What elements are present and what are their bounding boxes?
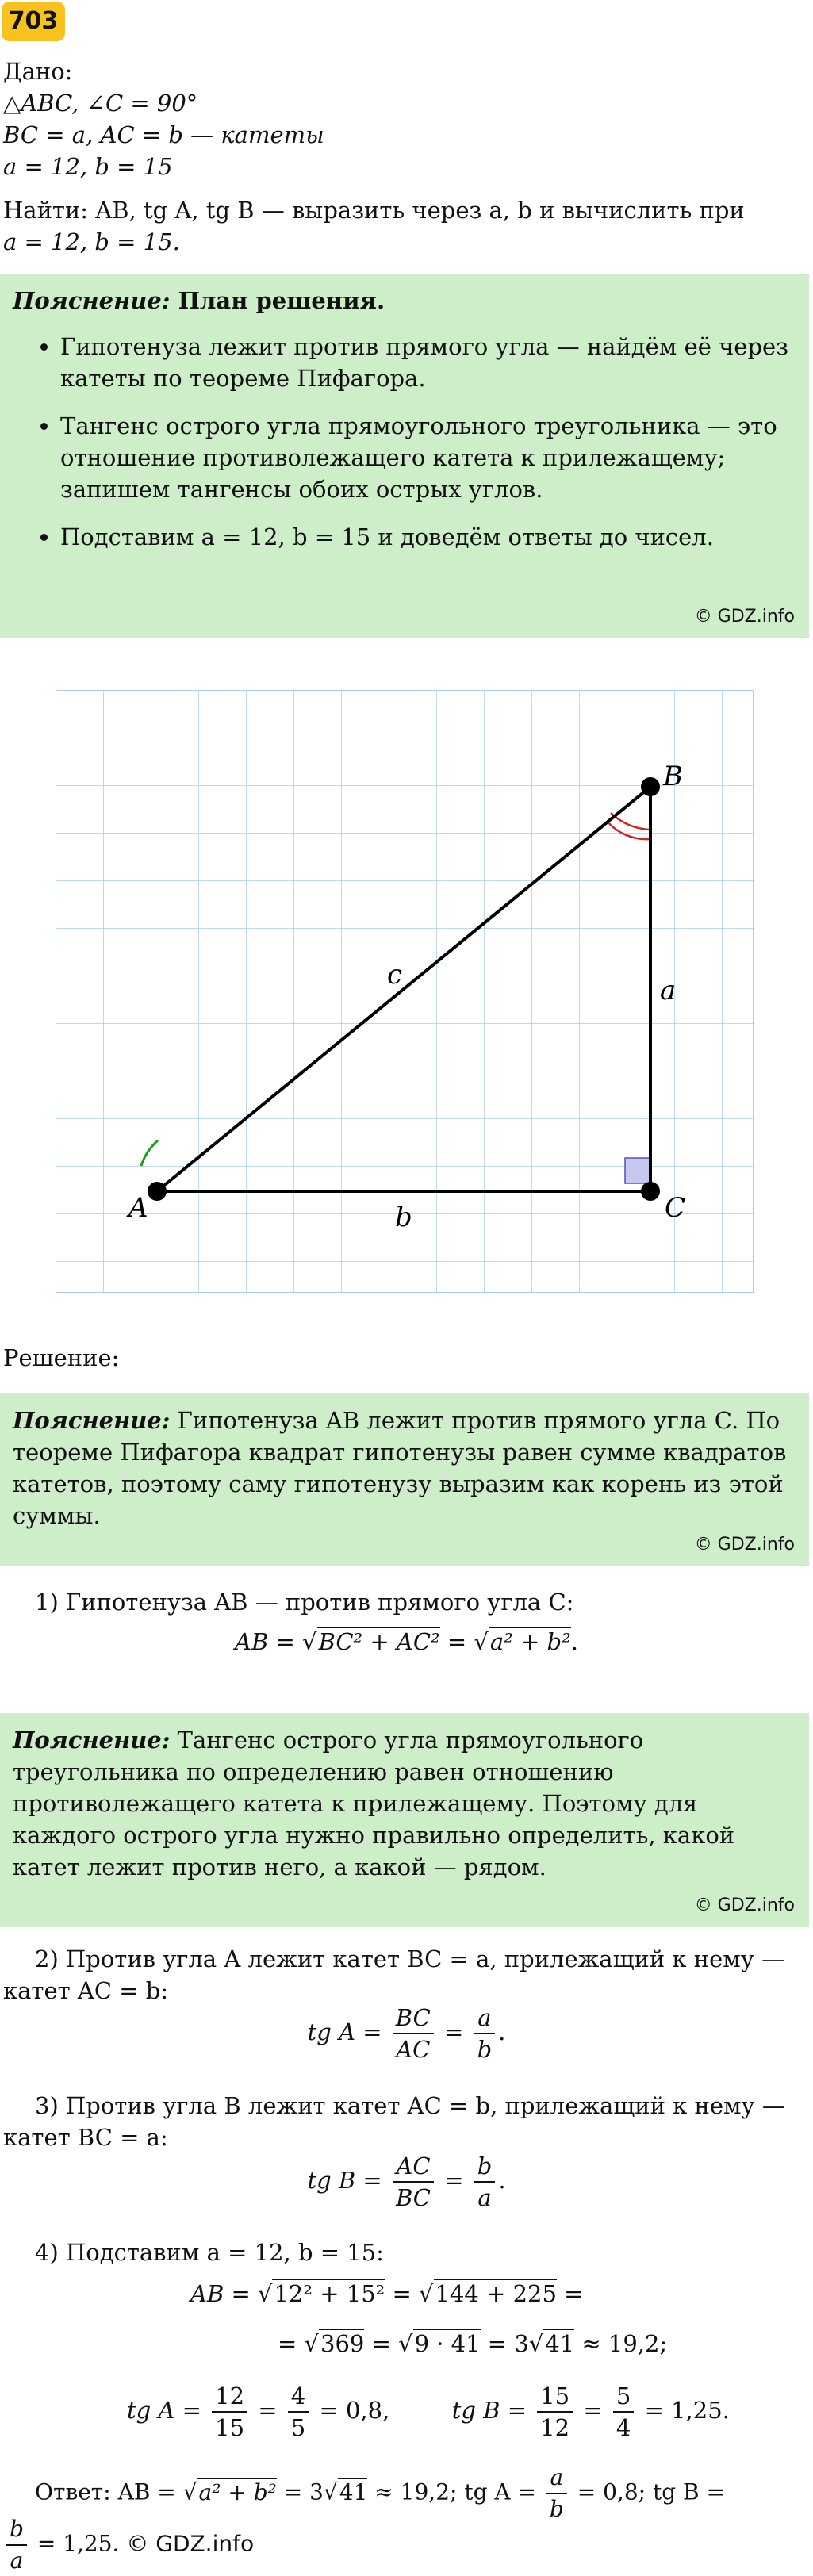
- formula-ab-lhs: AB =: [235, 1628, 303, 1655]
- step-1-formula: AB = √BC² + AC² = √a² + b².: [235, 1628, 578, 1655]
- plan-title-prefix: Пояснение:: [13, 287, 171, 314]
- frac-15-12: $\frac{15}{12}$: [537, 2381, 573, 2443]
- triangle-figure: [56, 690, 754, 1293]
- find-line-2: a = 12, b = 15.: [3, 228, 180, 255]
- task-number-badge: 703: [2, 2, 65, 41]
- plan-title-text: План решения.: [170, 287, 385, 314]
- label-b: b: [395, 1202, 412, 1233]
- step-4-tg-values: tg A = $\frac{12}{15}$ = $\frac{4}{5}$ = 0,8, tg B = $\frac{15}{12}$ = $\frac{5}{4}$ = 1,25.: [127, 2382, 730, 2441]
- frac-a-b: $\frac{a}{b}$: [474, 2003, 496, 2064]
- given-values: a = 12, b = 15: [3, 153, 173, 180]
- step-2-formula: tg A = $\frac{BC}{AC}$ = $\frac{a}{b}$ .: [307, 2004, 506, 2063]
- vertex-c: [641, 1182, 660, 1201]
- explanation-1-prefix: Пояснение:: [13, 1407, 171, 1434]
- plan-credit: © GDZ.info: [694, 607, 795, 627]
- given-triangle: △ABC, ∠C = 90°: [3, 90, 198, 117]
- label-a: a: [660, 975, 677, 1006]
- label-C: C: [665, 1192, 686, 1224]
- answer-line-2: $\frac{b}{a}$ = 1,25. © GDZ.info: [3, 2514, 254, 2576]
- frac-ac-bc: $\frac{AC}{BC}$: [393, 2151, 434, 2213]
- frac-b-a: $\frac{b}{a}$: [474, 2151, 496, 2213]
- explanation-1-text: Гипотенуза AB лежит против прямого угла C. По теореме Пифагора квадрат гипотенузы равен сумме квадратов катетов, поэтому саму гипотенузу выразим как корень из этой суммы.: [13, 1407, 787, 1529]
- formula-end: .: [570, 1628, 578, 1655]
- tg-b-lhs: tg B =: [307, 2167, 382, 2194]
- frac-4-5: $\frac{4}{5}$: [288, 2381, 309, 2443]
- answer-frac-b-a: $\frac{b}{a}$: [6, 2514, 27, 2576]
- step-3-line-2: катет BC = a:: [3, 2124, 168, 2151]
- find-line-1: Найти: AB, tg A, tg B — выразить через a, b и вычислить при: [3, 197, 745, 224]
- label-A: A: [128, 1192, 148, 1224]
- right-angle-mark: [625, 1158, 650, 1183]
- explanation-2-prefix: Пояснение:: [13, 1727, 171, 1754]
- answer-credit: © GDZ.info: [126, 2530, 255, 2557]
- given-label: Дано:: [3, 58, 73, 85]
- formula-eq: =: [439, 1628, 474, 1655]
- tg-a-lhs: tg A =: [307, 2018, 382, 2045]
- explanation-1-box: [0, 1393, 809, 1566]
- frac-12-15: $\frac{12}{15}$: [212, 2381, 247, 2443]
- explanation-2-text: Тангенс острого угла прямоугольного треугольника по определению равен отношению противолежащего катета к прилежащему. Поэтому для каждого острого угла нужно правильно определить, какой катет лежит против него, а какой — рядом.: [13, 1727, 735, 1880]
- plan-bullet-2: • Тангенс острого угла прямоугольного треугольника — это отношение противолежащего катета к прилежащему; запишем тангенсы обоих острых углов.: [60, 410, 796, 505]
- step-4-ab-line-2: = √369 = √9 · 41 = 3√41 ≈ 19,2;: [278, 2330, 668, 2357]
- step-1-text: 1) Гипотенуза AB — против прямого угла C:: [35, 1589, 574, 1616]
- plan-box: [0, 274, 809, 638]
- explanation-2-credit: © GDZ.info: [694, 1896, 795, 1915]
- solution-label: Решение:: [3, 1344, 120, 1371]
- step-4-text: 4) Подставим a = 12, b = 15:: [35, 2239, 384, 2266]
- vertex-a: [148, 1182, 167, 1201]
- step-3-formula: tg B = $\frac{AC}{BC}$ = $\frac{b}{a}$ .: [307, 2152, 506, 2211]
- answer-frac-a-b: $\frac{a}{b}$: [546, 2463, 567, 2524]
- step-2-line-1: 2) Против угла A лежит катет BC = a, прилежащий к нему —: [35, 1945, 785, 1972]
- frac-bc-ac: $\frac{BC}{AC}$: [393, 2003, 434, 2064]
- plan-list: [13, 331, 796, 553]
- plan-bullet-3: • Подставим a = 12, b = 15 и доведём ответы до чисел.: [60, 521, 796, 553]
- label-c: c: [387, 959, 403, 991]
- frac-5-4: $\frac{5}{4}$: [613, 2381, 634, 2443]
- sqrt-a-b: a² + b²: [489, 1628, 571, 1655]
- answer-line-1: Ответ: AB = √a² + b² = 3√41 ≈ 19,2; tg A = $\frac{a}{b}$ = 0,8; tg B =: [35, 2463, 725, 2524]
- plan-bullet-1: • Гипотенуза лежит против прямого угла — найдём её через катеты по теореме Пифагора.: [60, 331, 796, 394]
- explanation-1-credit: © GDZ.info: [694, 1535, 795, 1554]
- vertex-b: [641, 777, 660, 796]
- step-2-line-2: катет AC = b:: [3, 1977, 169, 2004]
- step-4-ab-line-1: AB = √12² + 15² = √144 + 225 =: [190, 2280, 584, 2307]
- plan-title: [13, 285, 796, 316]
- step-3-line-1: 3) Против угла B лежит катет AC = b, прилежащий к нему —: [35, 2092, 785, 2119]
- label-B: B: [663, 761, 683, 792]
- given-legs: BC = a, AC = b — катеты: [3, 121, 324, 148]
- sqrt-bc-ac: BC² + AC²: [318, 1628, 440, 1655]
- explanation-2-box: [0, 1713, 809, 1927]
